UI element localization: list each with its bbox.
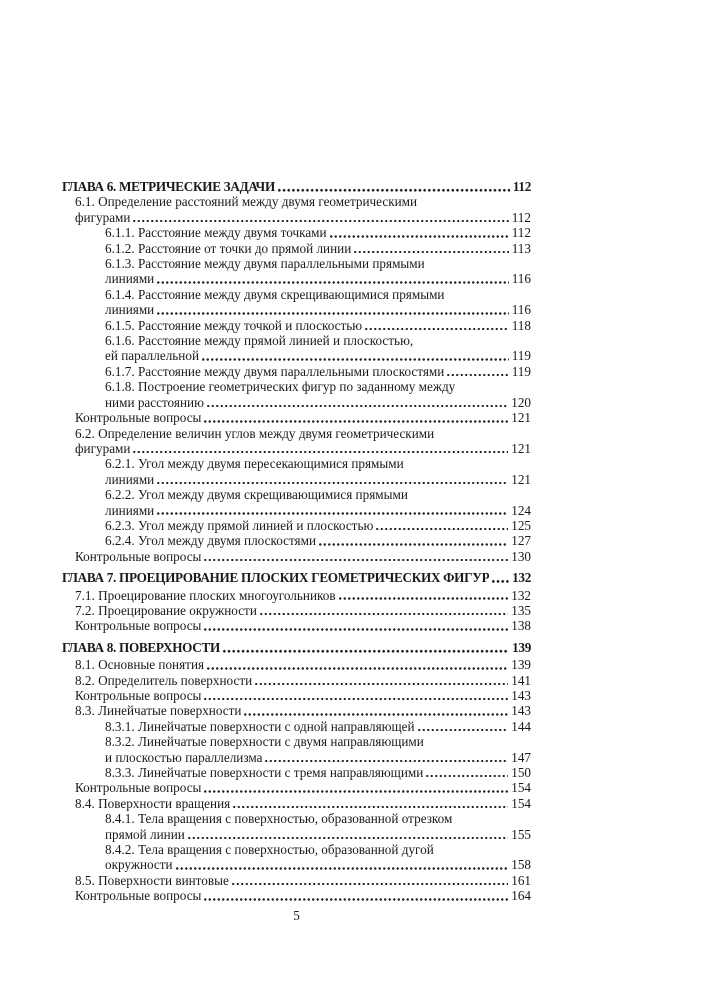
- toc-entry-text: 6.1.8. Построение геометрических фигур по заданному между: [105, 379, 456, 395]
- toc-page-number: 161: [511, 872, 531, 888]
- toc-page-number: 127: [511, 533, 531, 549]
- toc-entry-text: Контрольные вопросы: [75, 618, 202, 634]
- toc-entry: [62, 271, 531, 286]
- toc-page-number: 121: [511, 471, 531, 487]
- toc-entry-text: 8.3.1. Линейчатые поверхности с одной направляющей: [105, 718, 415, 734]
- toc-entry: [62, 796, 531, 811]
- dot-leader: [254, 682, 508, 687]
- toc-entry: [62, 318, 531, 333]
- toc-entry: [62, 210, 531, 225]
- dot-leader: [156, 511, 508, 516]
- toc-entry-text: 7.2. Проецирование окружности: [75, 602, 257, 618]
- dot-leader: [231, 882, 508, 887]
- toc-entry: [62, 194, 531, 209]
- toc-entry: [62, 503, 531, 518]
- toc-page-number: 112: [511, 209, 531, 225]
- toc-entry-text: ГЛАВА 6. МЕТРИЧЕСКИЕ ЗАДАЧИ: [62, 179, 275, 194]
- dot-leader: [203, 897, 508, 902]
- toc-entry-text: 8.3.2. Линейчатые поверхности с двумя направляющими: [105, 734, 424, 750]
- toc-entry-text: 8.2. Определитель поверхности: [75, 672, 253, 688]
- toc-page-number: 132: [511, 587, 531, 603]
- toc-entry: [62, 703, 531, 718]
- toc-page-number: 118: [511, 317, 531, 333]
- toc-page-number: 125: [511, 517, 531, 533]
- toc-entry-text: ГЛАВА 7. ПРОЕЦИРОВАНИЕ ПЛОСКИХ ГЕОМЕТРИЧЕСКИХ ФИГУР: [62, 570, 490, 586]
- toc-page-number: 139: [511, 657, 531, 673]
- toc-page-number: 147: [511, 749, 531, 765]
- toc-page-number: 143: [511, 688, 531, 703]
- toc-entry-text: 8.4. Поверхности вращения: [75, 795, 231, 811]
- toc-entry-text: Контрольные вопросы: [75, 548, 202, 564]
- toc-entry: [62, 395, 531, 410]
- toc-entry: [62, 673, 531, 688]
- toc-page-number: 138: [511, 618, 531, 634]
- dot-leader: [203, 558, 508, 563]
- dot-leader: [156, 481, 508, 486]
- dot-leader: [264, 759, 508, 764]
- toc-entry-text: ними расстоянию: [105, 394, 204, 410]
- toc-page-number: 154: [511, 795, 531, 811]
- toc-entry: [62, 518, 531, 533]
- toc-entry: [62, 857, 531, 872]
- toc-page-number: 143: [511, 703, 531, 719]
- dot-leader: [203, 697, 508, 702]
- toc-entry-text: 8.5. Поверхности винтовые: [75, 872, 229, 888]
- dot-leader: [232, 805, 508, 810]
- toc-entry: [62, 379, 531, 394]
- toc-entry: [62, 873, 531, 888]
- toc-entry: [62, 618, 531, 633]
- toc-entry: [62, 734, 531, 749]
- toc-page-number: 135: [511, 602, 531, 618]
- toc-entry-text: фигурами: [75, 440, 131, 456]
- toc-page-number: 130: [511, 548, 531, 564]
- toc-entry-text: 6.2.1. Угол между двумя пересекающимися прямыми: [105, 456, 404, 472]
- toc-entry: [62, 842, 531, 857]
- toc-page-number: 119: [511, 363, 531, 379]
- dot-leader: [156, 280, 508, 285]
- toc-entry-text: Контрольные вопросы: [75, 888, 202, 904]
- toc-entry: [62, 750, 531, 765]
- toc-entry-text: 8.3. Линейчатые поверхности: [75, 703, 242, 719]
- toc-chapter-entry: [62, 570, 531, 585]
- toc-entry-text: линиями: [105, 502, 155, 518]
- toc-entry-text: ГЛАВА 8. ПОВЕРХНОСТИ: [62, 639, 220, 655]
- toc-entry-text: 6.2.3. Угол между прямой линией и плоскостью: [105, 517, 374, 533]
- toc-entry-text: 6.1.2. Расстояние от точки до прямой линии: [105, 240, 352, 256]
- folio-page-number: 5: [293, 908, 300, 923]
- toc-entry-text: 6.1.4. Расстояние между двумя скрещивающимися прямыми: [105, 286, 445, 302]
- dot-leader: [203, 627, 508, 632]
- dot-leader: [353, 250, 508, 255]
- toc-entry-text: 6.2. Определение величин углов между двумя геометрическими: [75, 425, 435, 441]
- dot-leader: [187, 836, 508, 841]
- dot-leader: [277, 188, 510, 193]
- toc-page-number: 112: [512, 179, 531, 194]
- toc-entry: [62, 688, 531, 703]
- toc-entry: [62, 533, 531, 548]
- toc-entry-text: фигурами: [75, 209, 131, 225]
- toc-entry-text: и плоскостью параллелизма: [105, 749, 263, 765]
- toc-entry: [62, 487, 531, 502]
- toc-entry: [62, 256, 531, 271]
- toc-entry: [62, 410, 531, 425]
- dot-leader: [132, 219, 508, 224]
- dot-leader: [329, 234, 509, 239]
- toc-entry: [62, 719, 531, 734]
- toc-entry-text: 8.1. Основные понятия: [75, 657, 205, 673]
- toc-entry-text: ей параллельной: [105, 348, 199, 364]
- dot-leader: [206, 666, 508, 671]
- toc-entry-text: Контрольные вопросы: [75, 780, 202, 796]
- toc-page-number: 141: [511, 672, 531, 688]
- toc-entry: [62, 588, 531, 603]
- dot-leader: [491, 579, 509, 584]
- dot-leader: [243, 712, 508, 717]
- dot-leader: [175, 866, 509, 871]
- toc-chapter-entry: [62, 640, 531, 655]
- toc-entry: [62, 811, 531, 826]
- dot-leader: [446, 373, 508, 378]
- toc-entry: [62, 441, 531, 456]
- toc-entry-text: Контрольные вопросы: [75, 410, 202, 426]
- dot-leader: [203, 789, 508, 794]
- dot-leader: [203, 419, 508, 424]
- toc-page-number: 116: [511, 271, 531, 287]
- toc-entry: [62, 765, 531, 780]
- page-footer: [62, 908, 531, 923]
- dot-leader: [206, 404, 508, 409]
- toc-entry: [62, 426, 531, 441]
- toc-page-number: 144: [511, 718, 531, 734]
- toc-entry: [62, 333, 531, 348]
- toc-page-number: 158: [511, 857, 531, 873]
- toc-entry-text: 6.1.5. Расстояние между точкой и плоскостью: [105, 317, 363, 333]
- toc-entry-text: 8.4.2. Тела вращения с поверхностью, образованной дугой: [105, 842, 434, 858]
- dot-leader: [425, 774, 508, 779]
- toc-entry: [62, 348, 531, 363]
- toc-page-number: 150: [511, 765, 531, 781]
- toc-entry-text: прямой линии: [105, 826, 185, 842]
- toc-entry-text: 6.1.1. Расстояние между двумя точками: [105, 225, 327, 241]
- toc-entry: [62, 657, 531, 672]
- dot-leader: [417, 728, 509, 733]
- toc-entry-text: 6.1. Определение расстояний между двумя геометрическими: [75, 194, 418, 210]
- toc-entry: [62, 287, 531, 302]
- toc-page-number: 121: [511, 410, 531, 426]
- toc-entry-text: 6.1.7. Расстояние между двумя параллельными плоскостями: [105, 363, 445, 379]
- dot-leader: [318, 542, 508, 547]
- dot-leader: [156, 311, 508, 316]
- toc-entry: [62, 827, 531, 842]
- toc-page-number: 124: [511, 502, 531, 518]
- toc-entry-text: 6.2.4. Угол между двумя плоскостями: [105, 533, 317, 549]
- toc-entry-text: 7.1. Проецирование плоских многоугольников: [75, 587, 336, 603]
- toc-entry-text: 6.1.3. Расстояние между двумя параллельными прямыми: [105, 256, 425, 272]
- toc-entry-text: Контрольные вопросы: [75, 688, 202, 703]
- dot-leader: [338, 596, 509, 601]
- toc-entry-text: 8.4.1. Тела вращения с поверхностью, образованной отрезком: [105, 811, 453, 827]
- toc-page-number: 164: [511, 888, 531, 904]
- toc-chapter-entry: [62, 179, 531, 194]
- dot-leader: [201, 357, 509, 362]
- toc-entry-text: 6.1.6. Расстояние между прямой линией и плоскостью,: [105, 333, 414, 349]
- toc-entry: [62, 549, 531, 564]
- table-of-contents: [62, 179, 531, 904]
- toc-page-number: 155: [511, 826, 531, 842]
- toc-entry: [62, 456, 531, 471]
- toc-entry-text: 8.3.3. Линейчатые поверхности с тремя направляющими: [105, 765, 424, 781]
- toc-entry-text: линиями: [105, 302, 155, 318]
- toc-entry-text: линиями: [105, 271, 155, 287]
- toc-page-number: 154: [511, 780, 531, 796]
- toc-entry: [62, 364, 531, 379]
- toc-entry: [62, 603, 531, 618]
- toc-page-number: 121: [511, 440, 531, 456]
- toc-page-number: 113: [511, 240, 531, 256]
- toc-page-number: 112: [511, 225, 531, 241]
- toc-entry: [62, 888, 531, 903]
- toc-entry-text: линиями: [105, 471, 155, 487]
- toc-entry: [62, 780, 531, 795]
- toc-entry: [62, 302, 531, 317]
- toc-page-number: 132: [512, 570, 531, 586]
- toc-entry: [62, 225, 531, 240]
- dot-leader: [259, 612, 508, 617]
- toc-entry: [62, 472, 531, 487]
- dot-leader: [132, 450, 508, 455]
- toc-entry-text: 6.2.2. Угол между двумя скрещивающимися прямыми: [105, 487, 408, 503]
- toc-page-number: 120: [511, 394, 531, 410]
- dot-leader: [375, 527, 508, 532]
- dot-leader: [222, 649, 509, 654]
- dot-leader: [364, 327, 509, 332]
- toc-page-number: 119: [511, 348, 531, 364]
- toc-page-number: 139: [512, 639, 531, 655]
- toc-page-number: 116: [511, 302, 531, 318]
- toc-entry: [62, 241, 531, 256]
- toc-entry-text: окружности: [105, 857, 173, 873]
